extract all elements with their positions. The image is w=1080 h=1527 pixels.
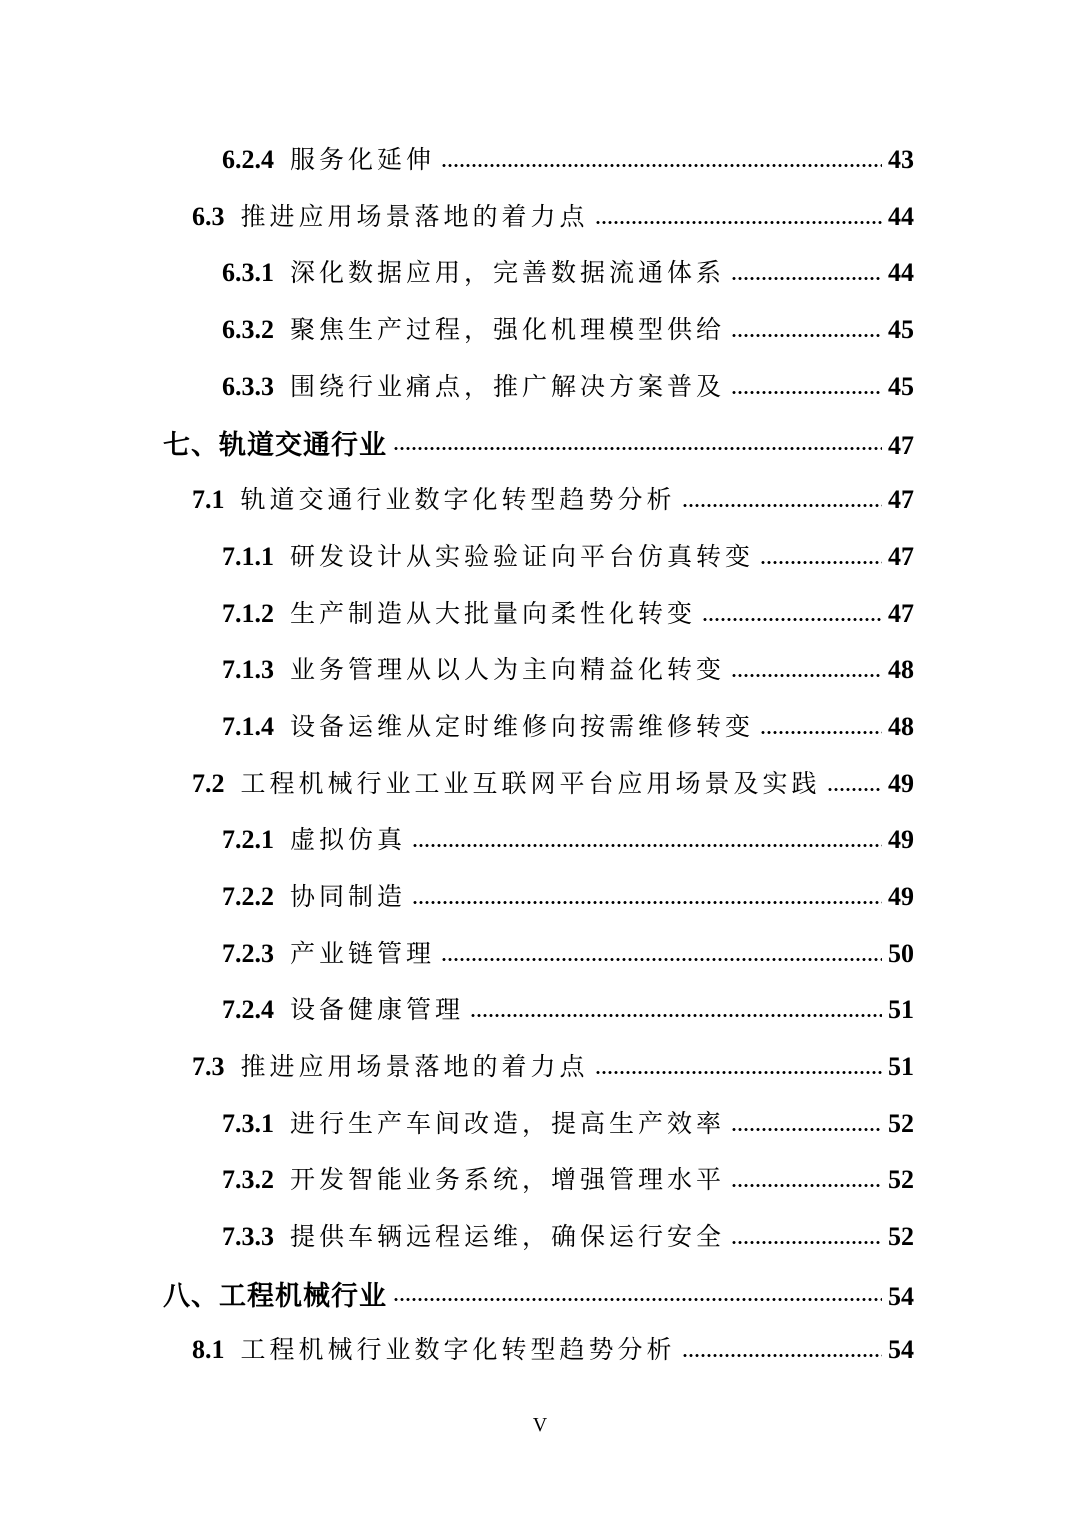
toc-entry-title: 服务化延伸	[290, 145, 436, 174]
toc-entry-page: 45	[888, 371, 914, 401]
toc-entry-page: 43	[888, 145, 914, 174]
toc-entry-number: 7.2.4	[222, 995, 274, 1025]
table-of-contents	[0, 130, 1080, 1377]
toc-entry[interactable]	[0, 980, 1080, 1037]
dot-leader	[393, 1297, 882, 1302]
toc-entry-title: 围绕行业痛点，推广解决方案普及	[290, 371, 726, 401]
toc-entry-number: 7.3.1	[222, 1108, 274, 1138]
toc-entry[interactable]	[0, 527, 1080, 584]
toc-entry-page: 47	[888, 598, 914, 628]
toc-entry-title: 虚拟仿真	[290, 825, 407, 855]
toc-entry-number: 7.1	[192, 485, 225, 515]
dot-leader	[441, 163, 882, 168]
toc-entry-page: 47	[888, 485, 914, 515]
toc-entry-title: 研发设计从实验验证向平台仿真转变	[290, 541, 755, 571]
toc-entry-page: 51	[888, 1052, 914, 1081]
toc-entry-page: 51	[888, 995, 914, 1025]
dot-leader	[702, 617, 882, 622]
toc-entry-number: 6.3	[192, 201, 225, 231]
toc-entry-page: 44	[888, 258, 914, 288]
dot-leader	[760, 730, 882, 735]
toc-entry-title: 提供车辆远程运维，确保运行安全	[290, 1222, 726, 1252]
toc-entry[interactable]	[0, 1264, 1080, 1321]
toc-entry[interactable]	[0, 1094, 1080, 1151]
toc-entry-number: 6.3.1	[222, 258, 274, 288]
toc-entry[interactable]	[0, 810, 1080, 867]
toc-entry-number: 7.2.2	[222, 881, 274, 911]
toc-entry[interactable]	[0, 697, 1080, 754]
toc-entry[interactable]	[0, 130, 1080, 187]
toc-entry[interactable]	[0, 754, 1080, 811]
dot-leader	[595, 220, 882, 225]
toc-entry-number: 7.1.4	[222, 711, 274, 741]
toc-entry-title: 推进应用场景落地的着力点	[240, 201, 589, 231]
toc-entry-number: 7.2.1	[222, 825, 274, 855]
toc-entry[interactable]	[0, 470, 1080, 527]
toc-entry-page: 48	[888, 655, 914, 685]
toc-entry[interactable]	[0, 1150, 1080, 1207]
toc-entry-page: 45	[888, 315, 914, 345]
toc-entry-number: 6.3.3	[222, 371, 274, 401]
toc-entry-page: 44	[888, 201, 914, 231]
toc-entry-title: 轨道交通行业数字化转型趋势分析	[240, 485, 676, 515]
toc-entry-number: 7.2.3	[222, 938, 274, 968]
dot-leader	[731, 333, 882, 338]
toc-entry-title: 业务管理从以人为主向精益化转变	[290, 655, 726, 685]
toc-entry[interactable]	[0, 1207, 1080, 1264]
toc-entry[interactable]	[0, 187, 1080, 244]
toc-entry-number: 7.1.3	[222, 655, 274, 685]
toc-entry-number: 7.3	[192, 1052, 225, 1081]
dot-leader	[595, 1070, 882, 1075]
dot-leader	[731, 276, 882, 281]
dot-leader	[412, 843, 882, 848]
toc-entry-page: 49	[888, 825, 914, 855]
toc-entry[interactable]	[0, 584, 1080, 641]
dot-leader	[470, 1013, 882, 1018]
toc-entry[interactable]	[0, 1320, 1080, 1377]
dot-leader	[441, 957, 882, 962]
dot-leader	[731, 673, 882, 678]
dot-leader	[682, 1353, 882, 1358]
toc-entry-title: 进行生产车间改造，提高生产效率	[290, 1108, 726, 1138]
toc-entry-number: 6.2.4	[222, 145, 274, 174]
dot-leader	[827, 787, 882, 792]
toc-entry-title: 设备运维从定时维修向按需维修转变	[290, 711, 755, 741]
toc-entry[interactable]	[0, 640, 1080, 697]
toc-entry-page: 54	[888, 1281, 914, 1311]
dot-leader	[760, 560, 882, 565]
toc-entry-number: 7.1.2	[222, 598, 274, 628]
toc-entry-title: 深化数据应用，完善数据流通体系	[290, 258, 726, 288]
toc-entry-page: 47	[888, 431, 914, 461]
toc-entry-title: 推进应用场景落地的着力点	[240, 1052, 589, 1081]
toc-entry[interactable]	[0, 300, 1080, 357]
toc-entry-page: 52	[888, 1108, 914, 1138]
toc-entry-number: 6.3.2	[222, 315, 274, 345]
toc-entry-number: 7.2	[192, 768, 225, 798]
toc-entry-page: 52	[888, 1222, 914, 1252]
toc-entry-title: 工程机械行业数字化转型趋势分析	[240, 1335, 676, 1365]
dot-leader	[731, 390, 882, 395]
toc-entry[interactable]	[0, 924, 1080, 981]
toc-entry-number: 8.1	[192, 1335, 225, 1365]
dot-leader	[393, 446, 882, 451]
page-number: V	[532, 1414, 548, 1436]
toc-entry-page: 49	[888, 768, 914, 798]
toc-entry-title: 开发智能业务系统，增强管理水平	[290, 1165, 726, 1195]
toc-entry-title: 工程机械行业工业互联网平台应用场景及实践	[240, 768, 821, 798]
toc-entry-title: 设备健康管理	[290, 995, 465, 1025]
toc-entry-title: 八、工程机械行业	[163, 1280, 387, 1312]
toc-entry-number: 7.3.3	[222, 1222, 274, 1252]
dot-leader	[412, 900, 882, 905]
toc-entry[interactable]	[0, 243, 1080, 300]
toc-entry[interactable]	[0, 357, 1080, 414]
toc-entry-page: 50	[888, 938, 914, 968]
toc-entry[interactable]	[0, 1037, 1080, 1094]
toc-entry-title: 产业链管理	[290, 938, 436, 968]
toc-entry-page: 54	[888, 1335, 914, 1365]
toc-entry[interactable]	[0, 867, 1080, 924]
toc-entry-title: 生产制造从大批量向柔性化转变	[290, 598, 697, 628]
toc-entry-title: 七、轨道交通行业	[163, 430, 387, 462]
dot-leader	[682, 503, 882, 508]
dot-leader	[731, 1127, 882, 1132]
toc-entry-number: 7.3.2	[222, 1165, 274, 1195]
toc-entry-page: 48	[888, 711, 914, 741]
dot-leader	[731, 1240, 882, 1245]
toc-entry-page: 49	[888, 881, 914, 911]
toc-entry-title: 协同制造	[290, 881, 407, 911]
toc-entry[interactable]	[0, 413, 1080, 470]
toc-entry-page: 47	[888, 541, 914, 571]
toc-entry-number: 7.1.1	[222, 541, 274, 571]
toc-entry-title: 聚焦生产过程，强化机理模型供给	[290, 315, 726, 345]
toc-entry-page: 52	[888, 1165, 914, 1195]
dot-leader	[731, 1183, 882, 1188]
